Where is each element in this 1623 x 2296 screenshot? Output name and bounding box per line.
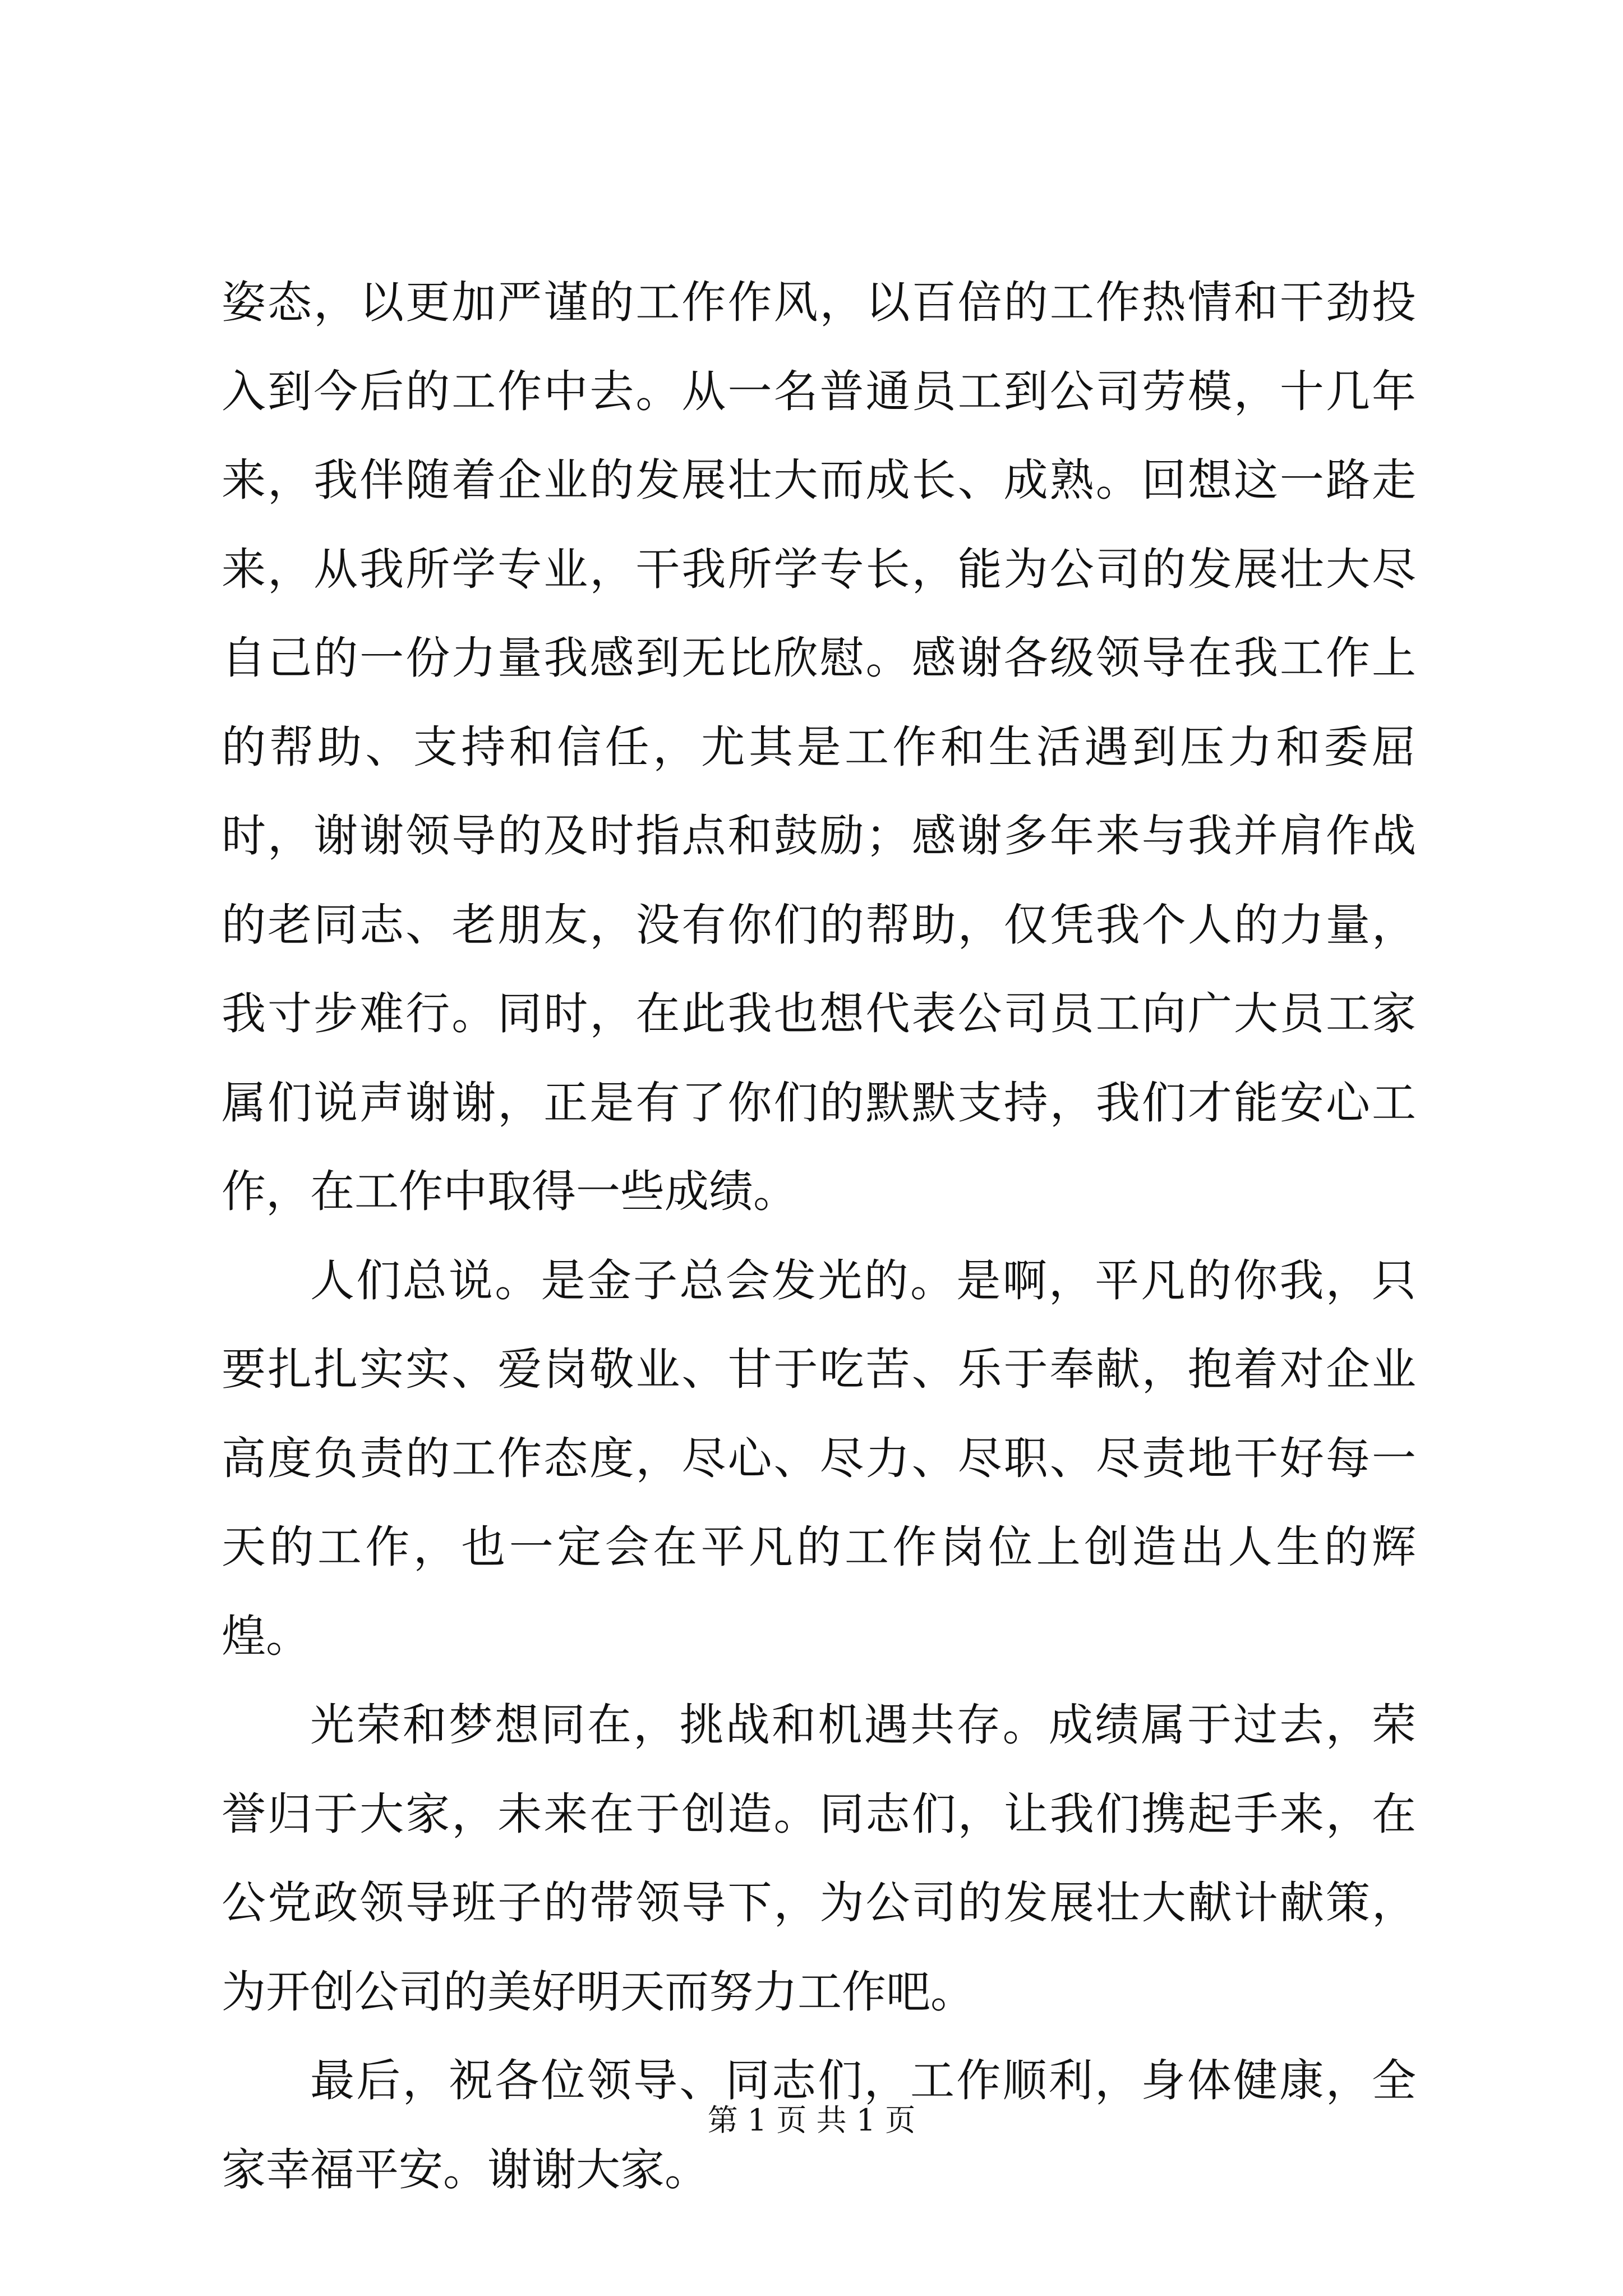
paragraph: 人们总说。是金子总会发光的。是啊，平凡的你我，只要扎扎实实、爱岗敬业、甘于吃苦、乐于奉献，抱着对企业高度负责的工作态度，尽心、尽力、尽职、尽责地干好每一天的工作，也一定会在平凡的工作岗位上创造出人生的辉煌。 [222,1254,1416,1662]
paragraph: 光荣和梦想同在，挑战和机遇共存。成绩属于过去，荣誉归于大家，未来在于创造。同志们，让我们携起手来，在公党政领导班子的带领导下，为公司的发展壮大献计献策，为开创公司的美好明天而努力工作吧。 [222,1699,1416,2018]
paragraph-continued: 姿态，以更加严谨的工作作风，以百倍的工作热情和干劲投入到今后的工作中去。从一名普通员工到公司劳模，十几年来，我伴随着企业的发展壮大而成长、成熟。回想这一路走来，从我所学专业，干我所学专长，能为公司的发展壮大尽自己的一份力量我感到无比欣慰。感谢各级领导在我工作上的帮助、支持和信任，尤其是工作和生活遇到压力和委屈时，谢谢领导的及时指点和鼓励；感谢多年来与我并肩作战的老同志、老朋友，没有你们的帮助，仅凭我个人的力量，我寸步难行。同时，在此我也想代表公司员工向广大员工家属们说声谢谢，正是有了你们的默默支持，我们才能安心工作，在工作中取得一些成绩。 [222,277,1416,1217]
paragraph: 最后，祝各位领导、同志们，工作顺利，身体健康，全家幸福平安。谢谢大家。 [222,2055,1416,2196]
page-number-footer: 第 1 页 共 1 页 [707,2102,916,2138]
document-body [222,258,1416,2214]
